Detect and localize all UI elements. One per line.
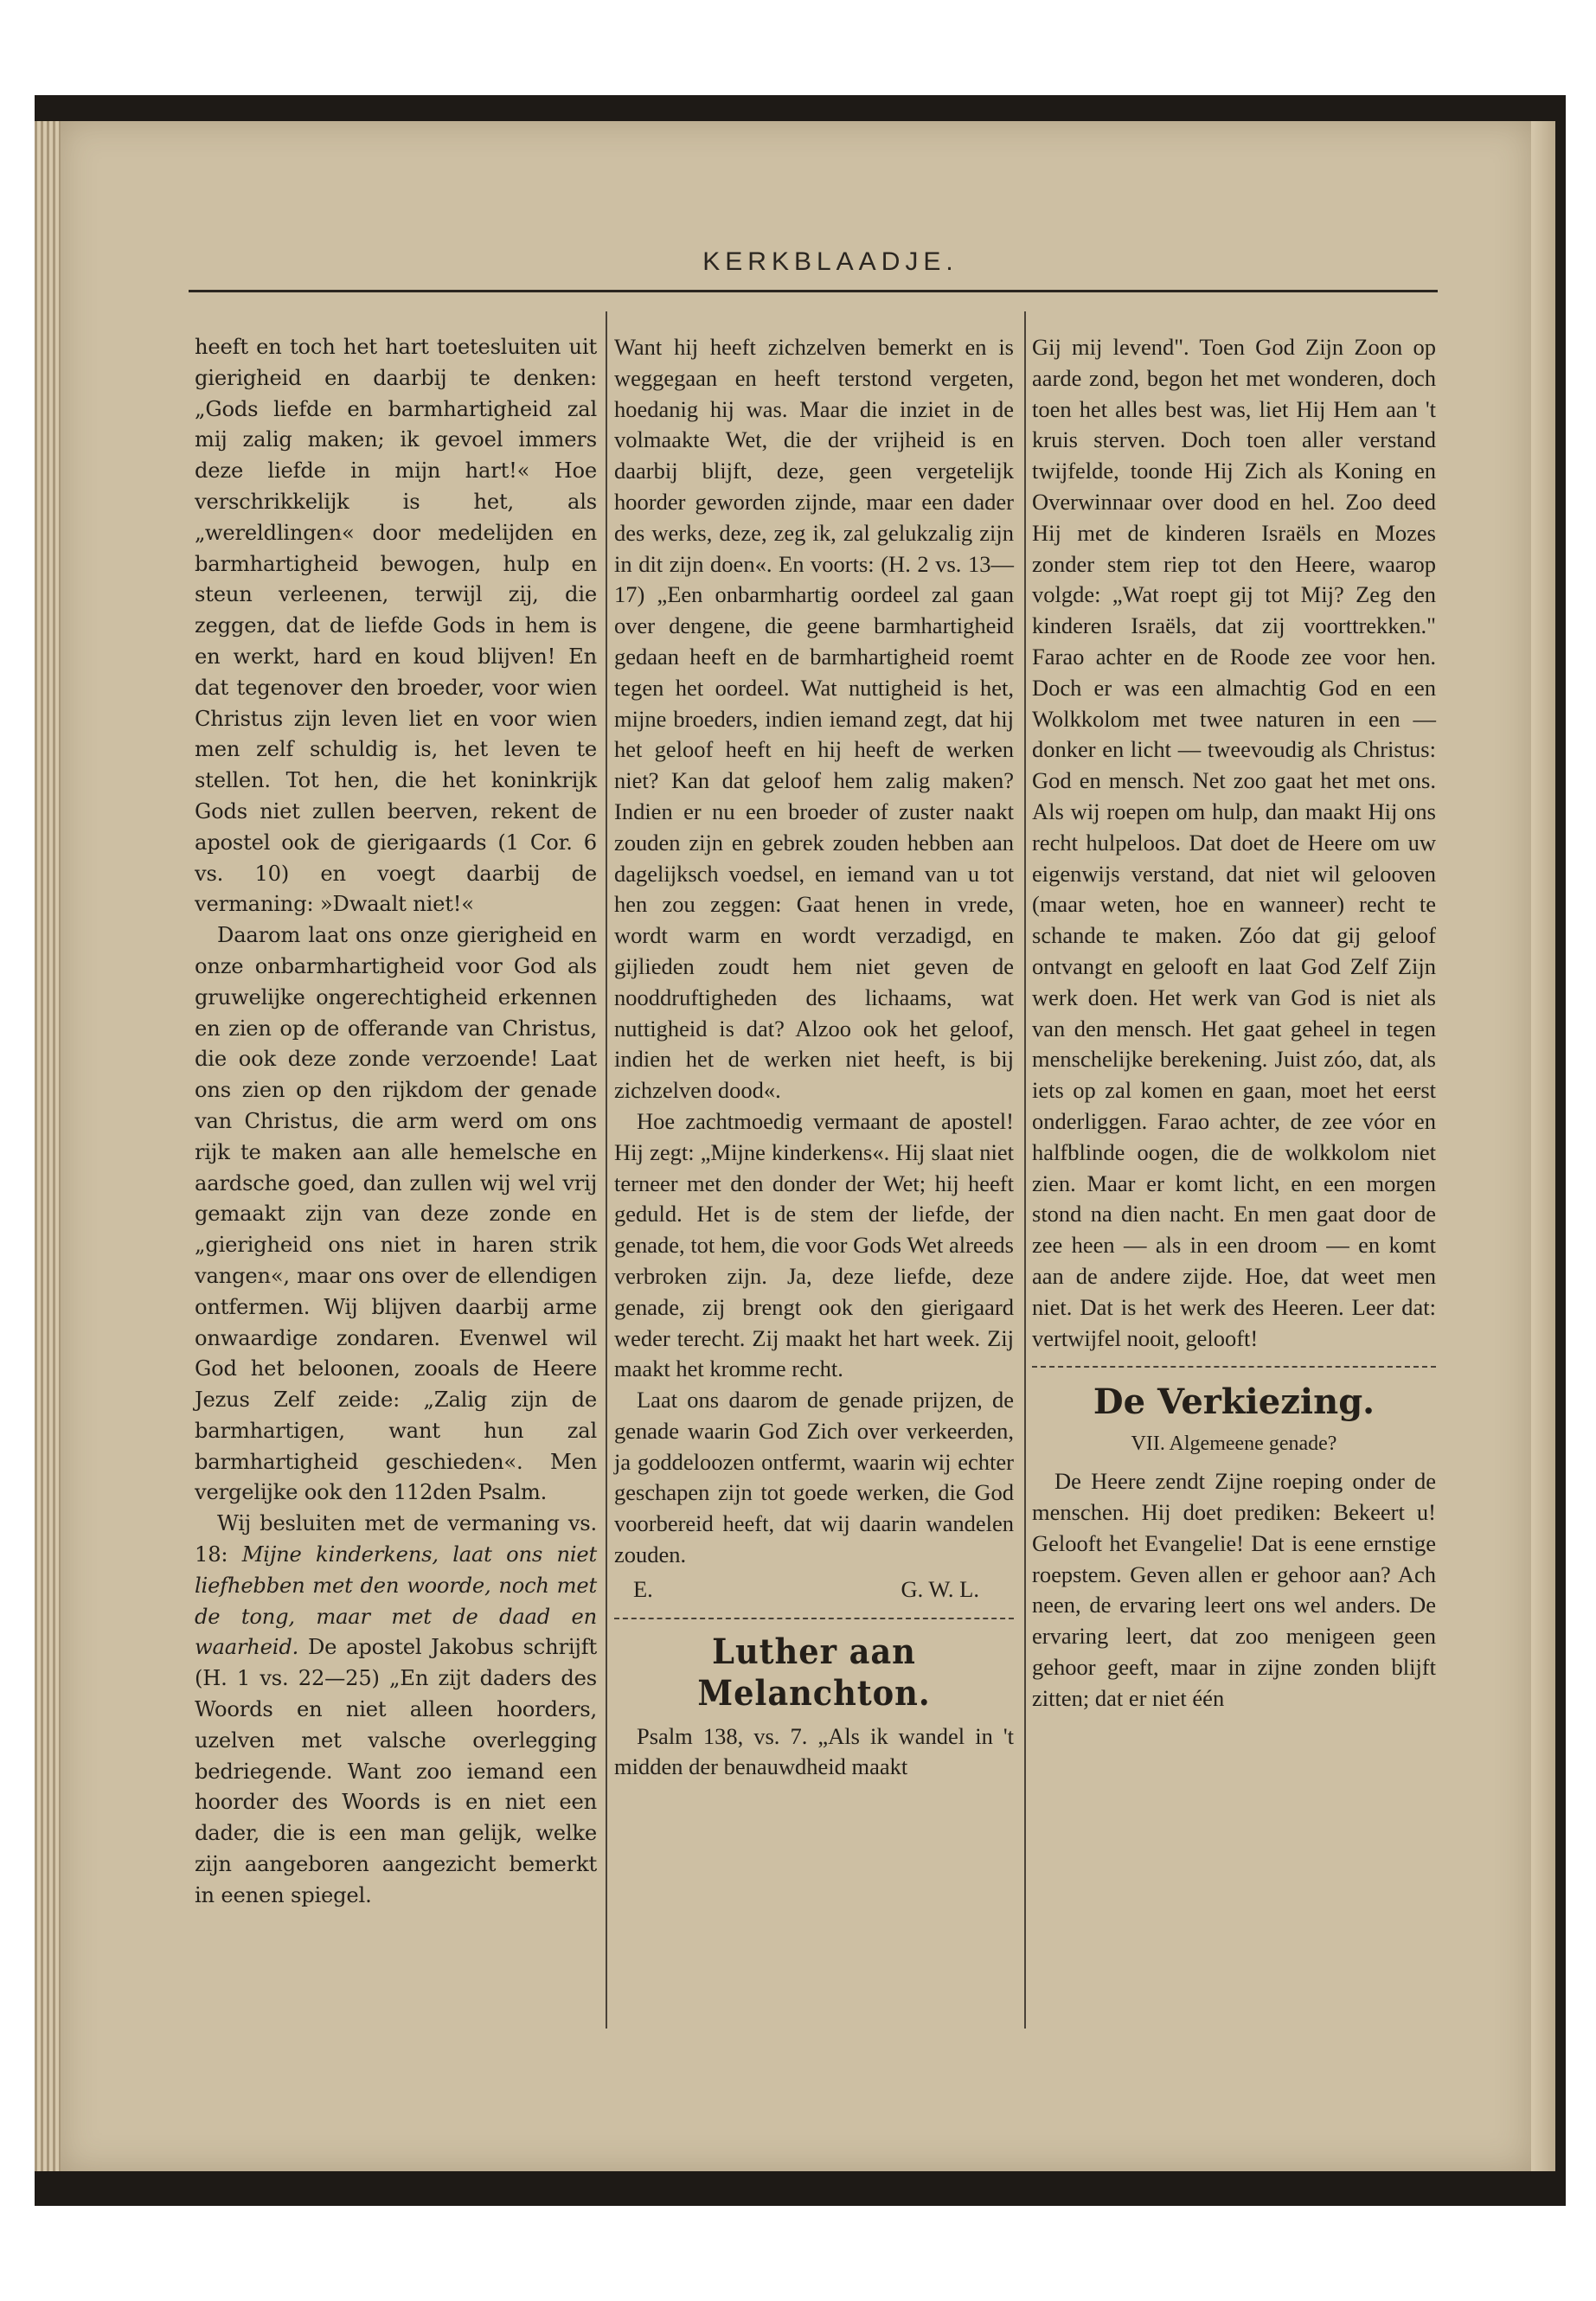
col1-paragraph-1: heeft en toch het hart toetesluiten uit gierigheid en daarbij te denken: „Gods liefde en barmhartigheid zal mij zalig maken; ik gevoel immers deze liefde in mijn hart!« Hoe verschrikkelijk is het, als „wereldlingen« door medelijden en barmhartigheid bewogen, hulp en steun verleenen, terwijl zij, die zeggen, dat de liefde Gods in hem is en werkt, hard en koud blijven! En dat tegenover den broeder, voor wien Christus zijn leven liet en voor wien men zelf schuldig is, het leven te stellen. Tot hen, die het koninkrijk Gods niet zullen beerven, rekent de apostel ook de gierigaards (1 Cor. 6 vs. 10) en voegt daarbij de vermaning: »Dwaalt niet!« <box>195 335 597 917</box>
running-header: KERKBLAADJE. <box>702 247 958 276</box>
section-divider-2 <box>1032 1366 1436 1368</box>
signature-left: E. <box>633 1575 653 1602</box>
col2-luther-paragraph: Psalm 138, vs. 7. „Als ik wandel in 't midden der benauwdheid maakt <box>614 1722 1014 1780</box>
col3-paragraph-2: De Heere zendt Zijne roeping onder de menschen. Hij doet prediken: Bekeert u! Gelooft het Evangelie! Dat is eene ernstige roepstem. Geven allen er gehoor aan? Ach neen, de ervaring leert ons wel anders. De ervaring leert, dat zoo menigeen geen gehoor geeft, maar in zijne zonden blijft zitten; dat er niet één <box>1032 1468 1436 1711</box>
page-right-edge <box>1531 121 1555 2171</box>
article-title-luther: Luther aan Melanchton. <box>697 1631 931 1714</box>
col2-paragraph-3: Laat ons daarom de genade prijzen, de genade waarin God Zich over verkeerden, ja goddeloozen ontfermt, waarin wij echter geschapen zijn tot goede werken, die God voorbereid heeft, dat wij daarin wandelen zouden. <box>614 1387 1014 1568</box>
col1-p3-end: De apostel Jakobus schrijft (H. 1 vs. 22—25) „En zijt daders des Woords en niet alleen hoorders, uzelven met valsche overlegging bedriegende. Want zoo iemand een hoorder des Woords is en niet een dader, die is een man gelijk, welke zijn aangeboren aangezicht bemerkt in eenen spiegel. <box>195 1635 597 1907</box>
column-1 <box>195 332 597 1912</box>
col1-p3-italic-quote: Mijne kinderkens, laat ons niet liefhebben met den woorde, noch met de tong, maar met de daad en waarheid. <box>195 1542 597 1660</box>
column-2 <box>614 332 1014 1783</box>
col1-paragraph-3 <box>195 1509 597 1911</box>
col1-paragraph-2: Daarom laat ons onze gierigheid en onze onbarmhartigheid voor God als gruwelijke ongerechtigheid erkennen en zien op de offerande van Christus, die ook deze zonde verzoende! Laat ons zien op den rijkdom der genade van Christus, die arm werd om ons rijk te maken aan alle hemelsche en aardsche goed, dan zullen wij wel vrij gemaakt zijn van deze zonde en „gierigheid ons niet in haren strik vangen«, maar ons over de ellendigen ontfermen. Wij blijven daarbij arme onwaardige zondaren. Evenwel wil God het beloonen, zooals de Heere Jezus Zelf zeide: „Zalig zijn de barmhartigen, want hun zal barmhartigheid geschieden«. Men vergelijke ook den 112den Psalm. <box>195 923 597 1505</box>
column-rule-2 <box>1024 311 1026 2029</box>
section-divider <box>614 1618 1014 1619</box>
col2-paragraph-2: Hoe zachtmoedig vermaant de apostel! Hij zegt: „Mijne kinderkens«. Hij slaat niet terneer met den donder der Wet; hij heeft geduld. Het is de stem der liefde, der genade, tot hem, die voor Gods Wet alreeds verbroken zijn. Ja, deze liefde, deze genade, zij brengt ook den gierigaard weder terecht. Zij maakt het hart week. Zij maakt het kromme recht. <box>614 1107 1014 1382</box>
col2-paragraph-1: Want hij heeft zichzelven bemerkt en is weggegaan en heeft terstond vergeten, hoedanig hij was. Maar die inziet in de volmaakte Wet, die der vrijheid is en daarbij blijft, deze, geen vergetelijk hoorder geworden zijnde, maar een dader des werks, deze, zeg ik, zal gelukzalig zijn in dit zijn doen«. En voorts: (H. 2 vs. 13—17) „Een onbarmhartig oordeel zal gaan over dengene, die geene barmhartigheid gedaan heeft en de barmhartigheid roemt tegen het oordeel. Wat nuttigheid is het, mijne broeders, indien iemand zegt, dat hij het geloof heeft en hij heeft de werken niet? Kan dat geloof hem zalig maken? Indien er nu een broeder of zuster naakt zouden zijn en gebrek zouden hebben aan dagelijksch voedsel, en iemand van u tot hen zou zeggen: Gaat henen in vrede, wordt warm en wordt verzadigd, en gijlieden zoudt hem niet geven de nooddruftigheden des lichaams, wat nuttigheid is dat? Alzoo ook het geloof, indien het de werken niet heeft, is bij zichzelven dood«. <box>614 334 1014 1104</box>
article-subtitle: VII. Algemeene genade? <box>1131 1433 1337 1456</box>
column-3 <box>1032 332 1436 1715</box>
header-rule <box>189 290 1438 292</box>
col3-paragraph-1: Gij mij levend". Toen God Zijn Zoon op aarde zond, begon het met wonderen, doch toen het alles best was, liet Hij Hem aan 't kruis sterven. Doch toen aller verstand twijfelde, toonde Hij Zich als Koning en Overwinnaar over dood en hel. Zoo deed Hij met de kinderen Israëls en Mozes zonder stem riep tot den Heere, waarop volgde: „Wat roept gij tot Mij? Zeg den kinderen Israëls, dat zij voorttrekken." Farao achter en de Roode zee voor hen. Doch er was een almachtig God en een Wolkkolom met twee naturen in een — donker en licht — tweevoudig als Christus: God en mensch. Net zoo gaat het met ons. Als wij roepen om hulp, dan maakt Hij ons recht hulpeloos. Dat doet de Heere om uw eigenwijs verstand, dat niet wil gelooven (maar weten, hoe en wanneer) recht te schande te maken. Zóo dat gij geloof ontvangt en gelooft en laat God Zelf Zijn werk doen. Het werk van God is niet als van den mensch. Het gaat geheel in tegen menschelijke berekening. Juist zóo, dat, als iets op zal komen en gaan, moet het eerst onderliggen. Farao achter, de zee vóor en halfblinde oogen, die de wolkkolom niet zien. Maar er komt licht, en een morgen stond na dien nacht. En men gaat door de zee heen — als in een droom — en komt aan de andere zijde. Hoe, dat weet men niet. Dat is het werk des Heeren. Leer dat: vertwijfel nooit, gelooft! <box>1032 334 1436 1351</box>
signature-right: G. W. L. <box>901 1575 979 1602</box>
column-rule-1 <box>606 311 607 2029</box>
signature <box>614 1574 1014 1606</box>
col1-p3-start: Wij besluiten met de vermaning vs. 18: <box>195 1511 597 1567</box>
article-title-verkiezing: De Verkiezing. <box>1093 1381 1375 1423</box>
